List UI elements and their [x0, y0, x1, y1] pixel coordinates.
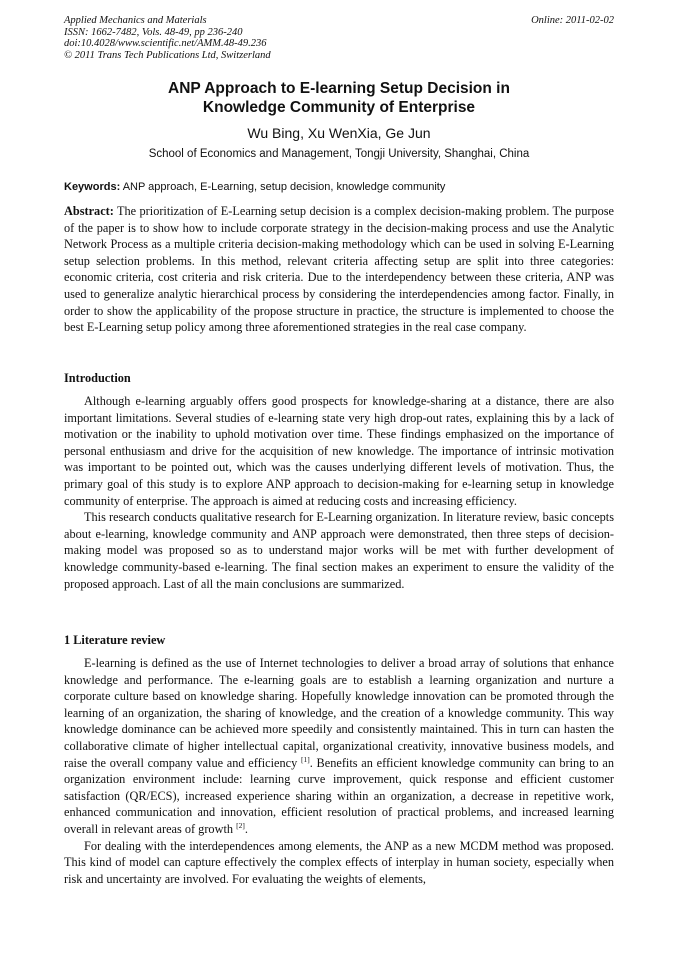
literature-review-section	[64, 655, 614, 887]
abstract-text: The prioritization of E-Learning setup decision is a complex decision-making problem. The purpose of the paper is to show how to include corporate strategy in the decision-making process and use the Analytic Network Process as a multiple criteria decision-making methodology which can be used in solving E-Learning setup selection problems. In this method, relevant criteria affecting setup are split into three categories: economic criteria, cost criteria and risk criteria. Due to the interdependency between these criteria, ANP was used to generalize analytic hierarchical process by considering the interdependencies among factor. Finally, in order to show the applicability of the propose structure in practice, the structure is implemented to choose the best E-Learning setup policy among three aforementioned strategies in the real case company.	[64, 204, 614, 335]
introduction-heading: Introduction	[64, 371, 131, 385]
title-line-2: Knowledge Community of Enterprise	[202, 98, 476, 116]
paper-title	[40, 80, 638, 117]
affiliation: School of Economics and Management, Tongji University, Shanghai, China	[148, 148, 530, 160]
introduction-paragraph-2: This research conducts qualitative research for E-Learning organization. In literature review, basic concepts about e-learning, knowledge community and ANP approach were demonstrated, then three steps of decision-making model was proposed so as to understand major works will be met with further development of knowledge community-based e-learning. The final section makes an experiment to ensure the validity of the proposed approach. Last of all the main conclusions are summarized.	[64, 510, 614, 591]
doi-line: doi:10.4028/www.scientific.net/AMM.48-49.236	[64, 38, 267, 49]
online-date: Online: 2011-02-02	[531, 15, 614, 26]
abstract-label: Abstract:	[64, 204, 114, 218]
citation-ref-2[interactable]: [2]	[236, 820, 245, 830]
issn-line: ISSN: 1662-7482, Vols. 48-49, pp 236-240	[64, 26, 243, 38]
literature-text-b: . Benefits an efficient knowledge community can bring to an organization environment include: learning curve improvement, quick response and efficient customer satisfaction (QR/ECS), increased experience sharing within an organization, a decrease in repetitive work, enhanced communication and innovation, efficient resolution of practical problems, and increased learning overall in relevant areas of growth	[64, 755, 614, 836]
introduction-section	[64, 393, 614, 592]
keywords-text: ANP approach, E-Learning, setup decision, knowledge community	[120, 181, 446, 193]
citation-ref-1[interactable]: [1]	[300, 754, 310, 764]
journal-header	[64, 15, 271, 61]
literature-paragraph-2: For dealing with the interdependences among elements, the ANP as a new MCDM method was proposed. This kind of model can capture effectively the complex effects of interplay in human society, especially when risk and uncertainty are involved. For evaluating the weights of elements,	[64, 838, 614, 886]
author-list: Wu Bing, Xu WenXia, Ge Jun	[247, 125, 431, 141]
journal-name: Applied Mechanics and Materials	[64, 15, 207, 26]
title-line-1: ANP Approach to E-learning Setup Decision in	[168, 80, 510, 97]
keywords-label: Keywords:	[64, 181, 121, 193]
literature-paragraph-1	[64, 655, 614, 838]
abstract	[64, 203, 614, 336]
literature-text-a: E-learning is defined as the use of Internet technologies to deliver a broad array of solutions that enhance knowledge and performance. The e-learning goals are to establish a learning organization and nurture a corporate culture based on knowledge sharing. Hopefully knowledge innovation can be promoted through the learning of an organization, the sharing of knowledge, and the creation of a knowledge community. This way knowledge dominance can be achieved more speedily and consistently maintained. This in turn can hasten the collaborative climate of higher intellectual capital, organizational creativity, innovative business models, and raise the overall company value and efficiency	[64, 656, 614, 770]
copyright-line: © 2011 Trans Tech Publications Ltd, Switzerland	[64, 49, 271, 61]
keywords-line	[64, 180, 614, 194]
literature-review-heading: 1 Literature review	[64, 633, 166, 647]
introduction-paragraph-1: Although e-learning arguably offers good prospects for knowledge-sharing at a distance, there are also important limitations. Several studies of e-learning state very high drop-out rates, explaining this by a lack of motivation or the inability to uphold motivation over time. These findings emphasized on the importance of personal enthusiasm and drive for the acquisition of new knowledge. The importance of intrinsic motivation was important to be pointed out, which was the causes underlying different levels of motivation. Thus, the primary goal of this study is to explore ANP approach to decision-making for e-learning setup in knowledge community of enterprise. The approach is aimed at reducing costs and increasing efficiency.	[64, 394, 614, 508]
literature-text-c: .	[244, 821, 248, 836]
